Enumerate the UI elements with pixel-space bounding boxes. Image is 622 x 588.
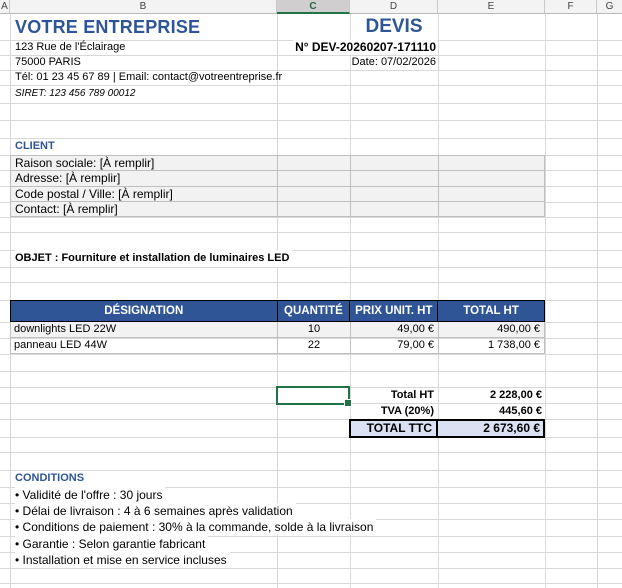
client-contact-cell[interactable]: Contact: [À remplir] xyxy=(11,202,278,216)
client-row xyxy=(11,156,544,171)
column-header-a[interactable]: A xyxy=(0,0,10,14)
total-ttc-value-cell[interactable]: 2 673,60 € xyxy=(483,421,540,435)
company-siret-cell[interactable]: SIRET: 123 456 789 00012 xyxy=(15,88,136,99)
objet-cell[interactable]: OBJET : Fourniture et installation de luminaires LED xyxy=(15,250,292,267)
total-ht-label-cell[interactable]: Total HT xyxy=(390,389,434,401)
gridline xyxy=(0,470,622,471)
client-adresse-cell[interactable]: Adresse: [À remplir] xyxy=(11,171,278,185)
client-empty-cell[interactable] xyxy=(439,156,544,170)
tva-label-cell[interactable]: TVA (20%) xyxy=(380,405,434,417)
client-ville-cell[interactable]: Code postal / Ville: [À remplir] xyxy=(11,187,278,201)
client-empty-cell[interactable] xyxy=(278,202,351,216)
client-row xyxy=(11,187,544,202)
item-designation-cell[interactable]: panneau LED 44W xyxy=(11,338,278,354)
client-empty-cell[interactable] xyxy=(351,187,439,201)
client-row xyxy=(11,171,544,186)
quote-title-cell[interactable]: DEVIS xyxy=(365,16,423,37)
company-contact-cell[interactable]: Tél: 01 23 45 67 89 | Email: contact@votreentreprise.fr xyxy=(15,71,283,83)
client-empty-cell[interactable] xyxy=(351,171,439,185)
total-ht-value-cell[interactable]: 2 228,00 € xyxy=(490,389,542,401)
item-quantite-cell[interactable]: 10 xyxy=(278,322,351,338)
gridline xyxy=(0,55,622,56)
client-empty-cell[interactable] xyxy=(278,171,351,185)
condition-item-cell[interactable]: • Garantie : Selon garantie fabricant xyxy=(15,536,208,552)
gridline xyxy=(597,14,598,588)
column-header-b[interactable]: B xyxy=(10,0,277,14)
company-address-cell[interactable]: 123 Rue de l'Éclairage xyxy=(15,41,126,53)
total-ttc-row xyxy=(349,419,545,438)
client-empty-cell[interactable] xyxy=(439,187,544,201)
gridline xyxy=(0,138,622,139)
gridline xyxy=(0,371,622,372)
client-empty-cell[interactable] xyxy=(351,202,439,216)
table-row xyxy=(10,322,545,338)
gridline xyxy=(0,354,622,355)
gridline xyxy=(0,217,622,218)
client-empty-cell[interactable] xyxy=(439,202,544,216)
quote-date-cell[interactable]: Date: 07/02/2026 xyxy=(351,56,436,68)
conditions-section-heading[interactable]: CONDITIONS xyxy=(15,472,85,484)
header-prix-unit-cell[interactable]: PRIX UNIT. HT xyxy=(350,301,438,321)
column-header-d[interactable]: D xyxy=(350,0,438,14)
tva-value-cell[interactable]: 445,60 € xyxy=(499,405,542,417)
fill-handle[interactable] xyxy=(344,399,352,407)
header-total-ht-cell[interactable]: TOTAL HT xyxy=(463,305,519,317)
item-quantite-cell[interactable]: 22 xyxy=(278,338,351,354)
item-prix-unit-cell[interactable]: 49,00 € xyxy=(351,322,439,338)
condition-item-cell[interactable]: • Installation et mise en service incluses xyxy=(15,552,230,568)
gridline xyxy=(0,282,622,283)
client-raison-sociale-cell[interactable]: Raison sociale: [À remplir] xyxy=(11,156,278,170)
header-quantite-cell[interactable]: QUANTITÉ xyxy=(278,301,351,321)
total-ttc-label-cell[interactable]: TOTAL TTC xyxy=(351,421,438,436)
client-empty-cell[interactable] xyxy=(278,156,351,170)
gridline xyxy=(0,568,622,569)
client-info-block xyxy=(10,155,545,217)
item-total-cell[interactable]: 490,00 € xyxy=(439,322,545,338)
column-header-f[interactable]: F xyxy=(545,0,597,14)
gridline xyxy=(0,232,622,233)
client-section-heading[interactable]: CLIENT xyxy=(15,140,55,152)
company-name-cell[interactable]: VOTRE ENTREPRISE xyxy=(15,17,201,37)
company-city-cell[interactable]: 75000 PARIS xyxy=(15,56,81,68)
quote-number-cell[interactable]: N° DEV-20260207-171110 xyxy=(295,40,436,54)
active-cell-selection[interactable] xyxy=(276,386,350,405)
table-row xyxy=(10,338,545,354)
client-row xyxy=(11,202,544,216)
client-empty-cell[interactable] xyxy=(439,171,544,185)
condition-item-cell[interactable]: • Validité de l'offre : 30 jours xyxy=(15,487,165,503)
condition-item-cell[interactable]: • Délai de livraison : 4 à 6 semaines après validation xyxy=(15,503,296,519)
gridline xyxy=(0,120,622,121)
column-header-g[interactable]: G xyxy=(597,0,622,14)
item-prix-unit-cell[interactable]: 79,00 € xyxy=(351,338,439,354)
gridline xyxy=(0,583,622,584)
client-empty-cell[interactable] xyxy=(351,156,439,170)
items-table xyxy=(10,300,545,354)
gridline xyxy=(545,14,546,588)
column-header-c[interactable]: C xyxy=(277,0,350,14)
gridline xyxy=(0,267,622,268)
gridline xyxy=(0,103,622,104)
gridline xyxy=(0,452,622,453)
condition-item-cell[interactable]: • Conditions de paiement : 30% à la commande, solde à la livraison xyxy=(15,519,376,535)
items-table-header-row xyxy=(10,300,545,322)
item-total-cell[interactable]: 1 738,00 € xyxy=(439,338,545,354)
header-designation-cell[interactable]: DÉSIGNATION xyxy=(11,301,278,321)
column-header-e[interactable]: E xyxy=(438,0,545,14)
client-empty-cell[interactable] xyxy=(278,187,351,201)
item-designation-cell[interactable]: downlights LED 22W xyxy=(11,322,278,338)
